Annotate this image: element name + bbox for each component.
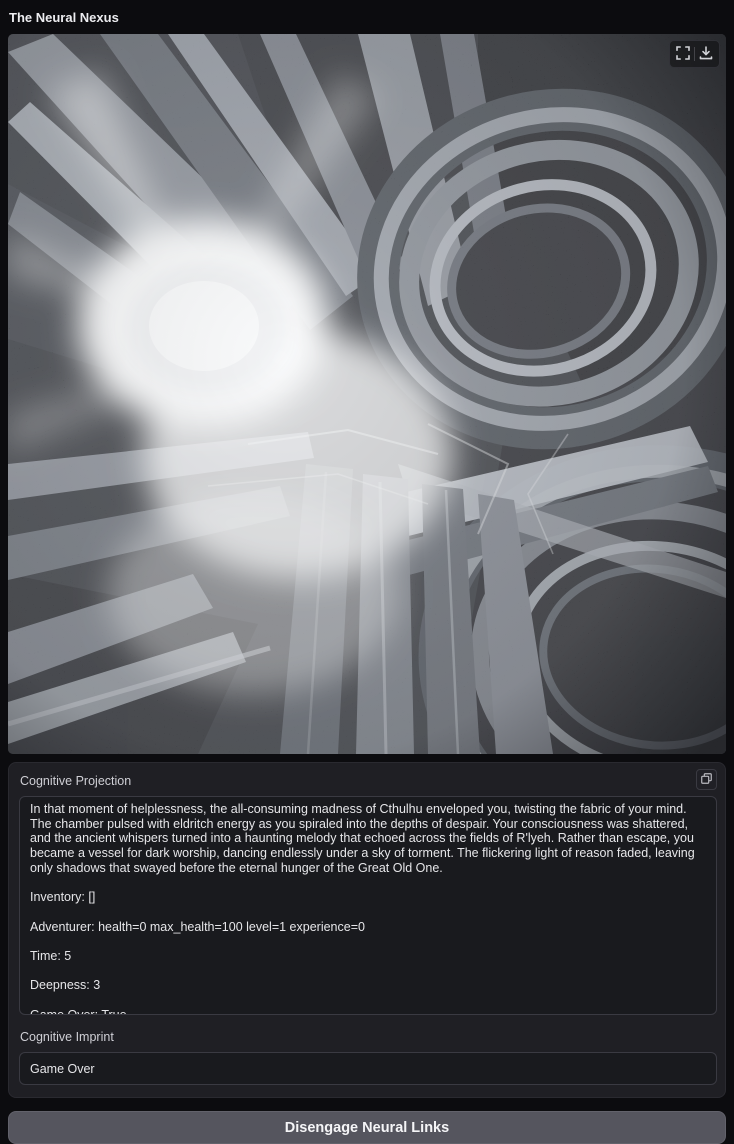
copy-icon bbox=[701, 772, 712, 787]
copy-button[interactable] bbox=[696, 769, 717, 790]
projection-textarea[interactable] bbox=[19, 796, 717, 1015]
narrative-panel bbox=[8, 762, 726, 1098]
page-title: The Neural Nexus bbox=[9, 10, 119, 25]
image-toolbar bbox=[669, 40, 720, 68]
fullscreen-button[interactable] bbox=[672, 43, 694, 65]
projection-label: Cognitive Projection bbox=[20, 774, 132, 788]
download-button[interactable] bbox=[695, 43, 717, 65]
scene-image bbox=[8, 34, 726, 754]
disengage-button[interactable]: Disengage Neural Links bbox=[8, 1111, 726, 1144]
imprint-textarea[interactable] bbox=[19, 1052, 717, 1085]
imprint-label: Cognitive Imprint bbox=[20, 1030, 114, 1044]
download-icon bbox=[699, 46, 713, 63]
fullscreen-icon bbox=[676, 46, 690, 63]
scene-artwork bbox=[8, 34, 726, 754]
